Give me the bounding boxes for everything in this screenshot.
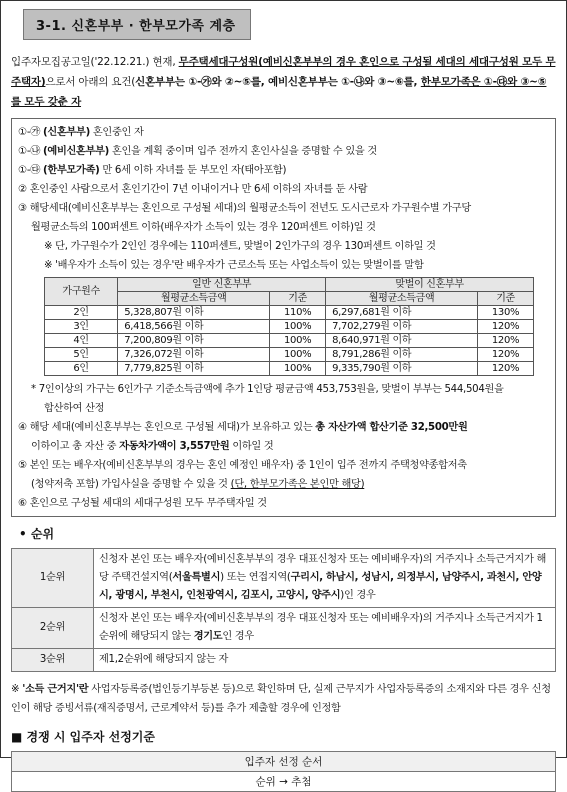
table-row	[12, 649, 556, 672]
col-income: 월평균소득금액	[118, 292, 270, 306]
dual-percent: 120%	[478, 348, 534, 362]
selection-table	[11, 751, 556, 792]
table-row	[45, 320, 534, 334]
col-standard: 기준	[270, 292, 326, 306]
requirement-5: ⑤ 본인 또는 배우자(예비신혼부부의 경우는 혼인 예정인 배우자) 중 1인이 입주 전까지 주택청약종합저축	[18, 460, 467, 471]
table-row	[45, 348, 534, 362]
household-size: 3인	[45, 320, 118, 334]
selection-head: 입주자 선정 순서	[12, 752, 556, 772]
requirement-3-cont: 월평균소득의 100퍼센트 이하(배우자가 소득이 있는 경우 120퍼센트 이하)일 것	[31, 222, 376, 233]
requirement-3: ③ 해당세대(예비신혼부부는 혼인으로 구성될 세대)의 월평균소득이 전년도 도시근로자 가구원수별 가구당	[18, 203, 471, 214]
requirement-3-note-2: ※ '배우자가 소득이 있는 경우'란 배우자가 근로소득 또는 사업소득이 있는 맞벌이를 말함	[44, 260, 424, 271]
dual-percent: 130%	[478, 306, 534, 320]
requirement-1a: ①-㉮ (신혼부부) 혼인중인 자	[18, 127, 144, 138]
general-income: 6,418,566원 이하	[118, 320, 270, 334]
dual-income: 6,297,681원 이하	[326, 306, 478, 320]
household-size: 4인	[45, 334, 118, 348]
rank-2-description: 신청자 본인 또는 배우자(예비신혼부부의 경우 대표신청자 또는 예비배우자)의 거주지나 소득근거지가 1순위에 해당되지 않는 경기도인 경우	[94, 608, 556, 649]
household-size: 6인	[45, 362, 118, 376]
rank-3-description: 제1,2순위에 해당되지 않는 자	[94, 649, 556, 672]
general-income: 7,200,809원 이하	[118, 334, 270, 348]
dual-income: 8,640,971원 이하	[326, 334, 478, 348]
eligibility-intro	[11, 52, 556, 112]
table-row	[12, 549, 556, 608]
general-income: 7,326,072원 이하	[118, 348, 270, 362]
income-base-note: ※ '소득 근거지'란 사업자등록증(법인등기부등본 등)으로 확인하며 단, 실제 근무지가 사업자등록증의 소재지와 다른 경우 신청인이 해당 증빙서류(재직증명서, 근로계약서 등)를 추가 제출할 경우에 인정함	[11, 684, 551, 714]
table-row	[45, 334, 534, 348]
section-title: 3-1. 신혼부부 · 한부모가족 계층	[23, 9, 251, 40]
general-percent: 100%	[270, 334, 326, 348]
col-income: 월평균소득금액	[326, 292, 478, 306]
requirement-5-cont: (청약저축 포함) 가입사실을 증명할 수 있을 것 (단, 한부모가족은 본인만 해당)	[31, 479, 365, 490]
requirement-4: ④ 해당 세대(예비신혼부부는 혼인으로 구성될 세대)가 보유하고 있는 총 자산가액 합산기준 32,500만원	[18, 422, 468, 433]
col-standard: 기준	[478, 292, 534, 306]
general-income: 5,328,807원 이하	[118, 306, 270, 320]
col-household: 가구원수	[45, 278, 118, 306]
intro-homeless-condition: 무주택세대구성원(예비신혼부부의 경우 혼인으로 구성될 세대의 세대구성원 모두 무주택자)	[11, 56, 556, 88]
requirement-1c: ①-㉰ (한부모가족) 만 6세 이하 자녀를 둔 부모인 자(태아포함)	[18, 165, 287, 176]
rank-label: 3순위	[12, 649, 94, 672]
dual-income: 8,791,286원 이하	[326, 348, 478, 362]
table-row	[45, 362, 534, 376]
requirement-6: ⑥ 혼인으로 구성될 세대의 세대구성원 모두 무주택자일 것	[18, 498, 267, 509]
rank-label: 2순위	[12, 608, 94, 649]
general-percent: 100%	[270, 320, 326, 334]
requirement-4-cont: 이하이고 총 자산 중 자동차가액이 3,557만원 이하일 것	[31, 441, 274, 452]
household-size: 2인	[45, 306, 118, 320]
table-row	[45, 306, 534, 320]
selection-value: 순위 → 추첨	[12, 772, 556, 792]
dual-income: 7,702,279원 이하	[326, 320, 478, 334]
table-row	[12, 608, 556, 649]
rank-1-description: 신청자 본인 또는 배우자(예비신혼부부의 경우 대표신청자 또는 예비배우자)의 거주지나 소득근거지가 해당 주택건설지역(서울특별시) 또는 연접지역(구리시, 하남시, 성남시, 의정부시, 남양주시, 과천시, 안양시, 광명시, 부천시, 인천광역시, 김포시, 고양시, 양주시)인 경우	[94, 549, 556, 608]
group-general: 일반 신혼부부	[118, 278, 326, 292]
rank-label: 1순위	[12, 549, 94, 608]
household-size: 5인	[45, 348, 118, 362]
intro-single-parent-combo: 한부모가족은 ①-㉰와 ③~⑤를 모두 갖춘 자	[11, 76, 547, 108]
requirement-2: ② 혼인중인 사람으로서 혼인기간이 7년 이내이거나 만 6세 이하의 자녀를 둔 사람	[18, 184, 368, 195]
general-percent: 110%	[270, 306, 326, 320]
selection-heading: ■ 경쟁 시 입주자 선정기준	[11, 730, 155, 744]
dual-percent: 120%	[478, 320, 534, 334]
general-income: 7,779,825원 이하	[118, 362, 270, 376]
dual-percent: 120%	[478, 362, 534, 376]
requirement-1b: ①-㉯ (예비신혼부부) 혼인을 계획 중이며 입주 전까지 혼인사실을 증명할 수 있을 것	[18, 146, 377, 157]
intro-text: 입주자모집공고일('22.12.21.) 현재,	[11, 56, 179, 68]
dual-income: 9,335,790원 이하	[326, 362, 478, 376]
requirements-box	[11, 118, 556, 517]
group-dual-income: 맞벌이 신혼부부	[326, 278, 534, 292]
intro-text: 으로서 아래의 요건(	[45, 76, 136, 88]
requirement-3-note-1: ※ 단, 가구원수가 2인인 경우에는 110퍼센트, 맞벌이 2인가구의 경우 130퍼센트 이하일 것	[44, 241, 436, 252]
income-table	[44, 277, 534, 376]
income-footnote: * 7인이상의 가구는 6인가구 기준소득금액에 추가 1인당 평균금액 453,753원을, 맞벌이 부부는 544,504원을	[31, 384, 504, 395]
dual-percent: 120%	[478, 334, 534, 348]
ranking-heading: • 순위	[19, 527, 55, 541]
intro-requirement-combo: 신혼부부는 ①-㉮와 ②~⑤를, 예비신혼부부는 ①-㉯와 ③~⑥를,	[135, 76, 421, 88]
ranking-table	[11, 548, 556, 672]
income-footnote-cont: 합산하여 산정	[44, 403, 105, 414]
general-percent: 100%	[270, 348, 326, 362]
general-percent: 100%	[270, 362, 326, 376]
